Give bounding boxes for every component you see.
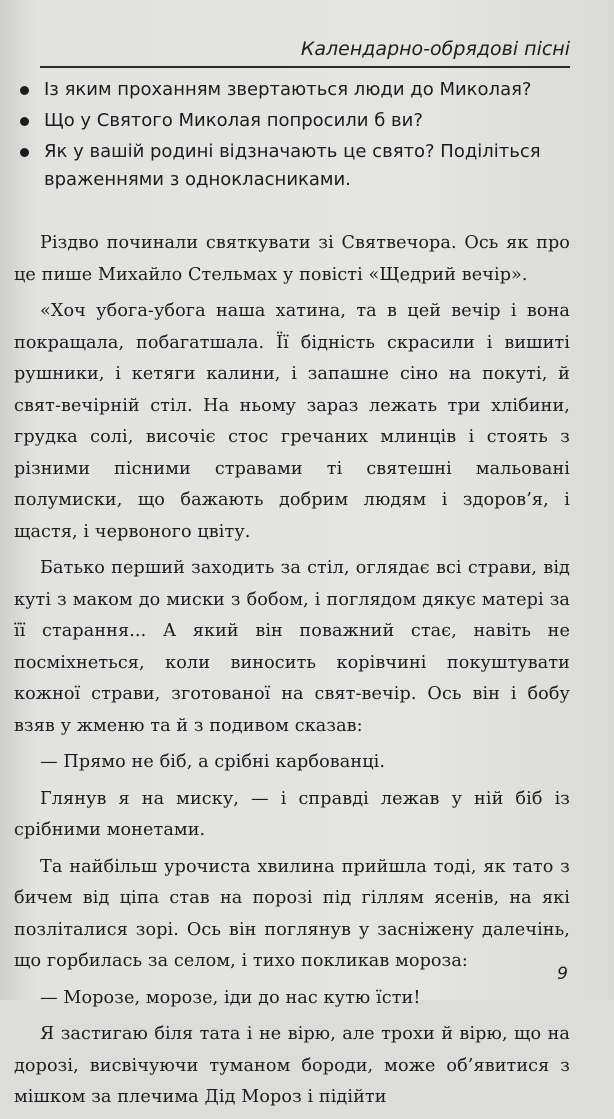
- page-number: 9: [557, 964, 568, 984]
- question-item: Як у вашій родині відзначають це свято? Поділіться враженнями з однокласниками.: [14, 138, 570, 194]
- header-rule: [40, 66, 570, 68]
- paragraph: «Хоч убога-убога наша хатина, та в цей вечір і вона покращала, побагатшала. Її бідність скрасили і вишиті рушники, і кетяги калини, і запашне сіно на покуті, й свят-вечірній стіл. На ньому зараз лежать три хлібини, грудка солі, височіє стос гречаних млинців і стоять з різними пісними стравами ті святешні мальовані полумиски, що бажають добрим людям і здоров’я, і щастя, і червоного цвіту.: [14, 301, 570, 542]
- paragraph: Глянув я на миску, — і справді лежав у ній біб із срібними монетами.: [14, 788, 570, 840]
- paragraph: Та найбільш урочиста хвилина прийшла тоді, як тато з бичем від ціпа став на порозі під гіллям ясенів, на які позліталися зорі. Ось він поглянув у засніжену далечінь, що горбилась за селом, і тихо покликав мороза:: [14, 856, 570, 971]
- question-item: Із яким проханням звертаються люди до Миколая?: [14, 76, 570, 104]
- paragraph: — Прямо не біб, а срібні карбованці.: [40, 752, 386, 772]
- paragraph: — Морозе, морозе, іди до нас кутю їсти!: [40, 987, 421, 1008]
- body-text: [14, 228, 570, 1119]
- paragraph: Батько перший заходить за стіл, оглядає всі страви, від куті з маком до миски з бобом, і поглядом дякує матері за її старання... А який він поважний стає, навіть не посміхнеться, коли виносить корівчині покуштувати кожної страви, зготованої на свят-вечір. Ось він і бобу взяв у жменю та й з подивом сказав:: [14, 558, 570, 736]
- paragraph: Різдво починали святкувати зі Святвечора. Ось як про це пише Михайло Стельмах у повісті «Щедрий вечір».: [14, 233, 570, 285]
- running-header: Календарно-обрядові пісні: [300, 38, 570, 60]
- question-list: [14, 76, 570, 197]
- paragraph: Я застигаю біля тата і не вірю, але трохи й вірю, що на дорозі, висвічуючи туманом бороди, може об’явитися з мішком за плечима Дід Мороз і підійти: [14, 1024, 570, 1107]
- question-item: Що у Святого Миколая попросили б ви?: [14, 107, 570, 135]
